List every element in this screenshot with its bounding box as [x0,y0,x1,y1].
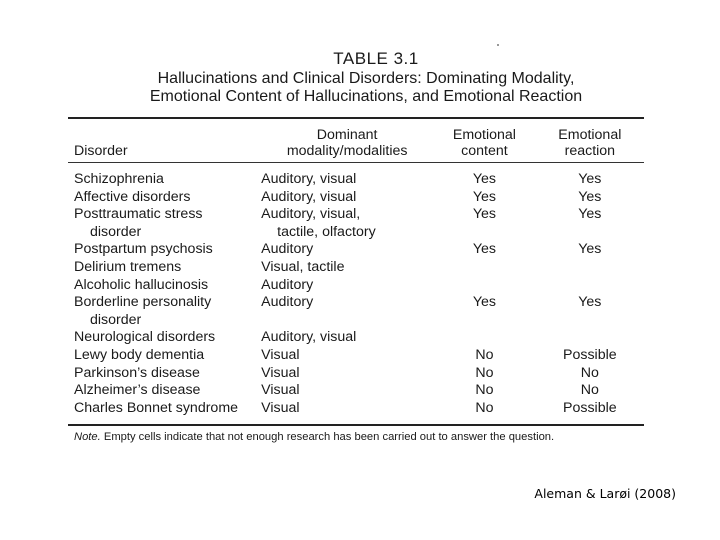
table-row [68,382,644,400]
cell-disorder: Delirium tremens [74,258,182,275]
header-reaction-line-2: reaction [564,143,616,159]
table-header [68,119,644,163]
cell-modality: Auditory [261,294,314,311]
cell-modality [261,206,433,241]
table-title-line-1: Hallucinations and Clinical Disorders: Dominating Modality, [157,70,575,87]
cell-content: No [475,382,494,399]
header-modality-line-1: Dominant [316,127,378,143]
header-emotional-reaction [536,119,644,159]
cell-modality: Auditory [261,276,314,293]
cell-reaction: No [580,364,599,381]
table-row [68,163,644,189]
cell-modality: Visual, tactile [261,258,345,275]
table-figure [68,48,644,444]
cell-modality: Auditory, visual [261,329,357,346]
cell-reaction [536,259,644,277]
cell-reaction: Yes [578,171,602,187]
table-row [68,329,644,347]
table-label: TABLE 3.1 [333,49,419,68]
cell-disorder-line-1: Posttraumatic stress [74,206,203,223]
header-content-line-1: Emotional [452,127,516,143]
cell-content [433,329,536,347]
header-content-line-2: content [461,143,508,159]
header-reaction-line-1: Emotional [558,127,622,143]
cell-disorder: Alzheimer’s disease [74,382,201,399]
table-row [68,294,644,329]
cell-reaction: Yes [578,241,602,258]
header-disorder-label: Disorder [74,143,128,159]
cell-reaction [536,329,644,347]
cell-reaction: Possible [563,399,617,416]
cell-modality: Visual [261,346,300,363]
cell-disorder-line-1: Borderline personality [74,294,212,311]
table-row [68,206,644,241]
note-text: Empty cells indicate that not enough research has been carried out to answer the question. [103,431,555,444]
table-row [68,259,644,277]
header-disorder [68,119,261,159]
cell-content: Yes [472,188,496,205]
cell-disorder [68,206,261,241]
header-emotional-content [433,119,536,159]
cell-disorder: Neurological disorders [74,329,216,346]
cell-reaction: No [580,382,599,399]
cell-disorder: Schizophrenia [74,171,164,187]
cell-modality-line-1: Auditory, visual, [261,206,361,223]
cell-content [433,259,536,277]
cell-content [433,277,536,295]
table-row [68,277,644,295]
cell-reaction: Yes [578,188,602,205]
table-row [68,241,644,259]
table-row [68,189,644,207]
table-note [68,430,644,444]
cell-modality: Visual [261,364,300,381]
cell-disorder: Alcoholic hallucinosis [74,276,209,293]
cell-content: Yes [472,171,496,187]
table-title-line-2: Emotional Content of Hallucinations, and Emotional Reaction [149,88,583,105]
cell-content: Yes [472,241,496,258]
cell-disorder: Lewy body dementia [74,346,205,363]
cell-modality: Auditory, visual [261,188,357,205]
cell-disorder: Charles Bonnet syndrome [74,399,239,416]
cell-modality: Visual [261,382,300,399]
header-row [68,119,644,159]
citation: Aleman & Larøi (2008) [534,486,676,501]
header-modality-line-2: modality/modalities [286,143,408,159]
table-row [68,400,644,418]
cell-modality-line-2: tactile, olfactory [277,223,376,240]
cell-content: No [475,364,494,381]
cell-disorder-line-2: disorder [90,311,142,328]
header-modality [261,119,433,159]
table-row [68,347,644,365]
cell-modality: Visual [261,399,300,416]
cell-reaction: Possible [563,346,617,363]
cell-content: No [475,399,494,416]
cell-content: No [475,346,494,363]
disorders-table [68,119,644,417]
table-bottom-rule [68,424,644,426]
cell-disorder [68,294,261,329]
cell-modality: Auditory, visual [261,171,357,187]
note-label: Note. [74,431,101,444]
cell-disorder: Parkinson’s disease [74,364,200,381]
cell-disorder: Affective disorders [74,188,191,205]
cell-reaction: Yes [578,206,602,223]
cell-content: Yes [472,206,496,223]
scan-speck [497,44,499,46]
cell-content: Yes [472,294,496,311]
cell-reaction [536,277,644,295]
table-body [68,163,644,417]
cell-modality: Auditory [261,241,314,258]
cell-disorder-line-2: disorder [90,223,142,240]
cell-disorder: Postpartum psychosis [74,241,213,258]
cell-reaction: Yes [578,294,602,311]
table-row [68,365,644,383]
